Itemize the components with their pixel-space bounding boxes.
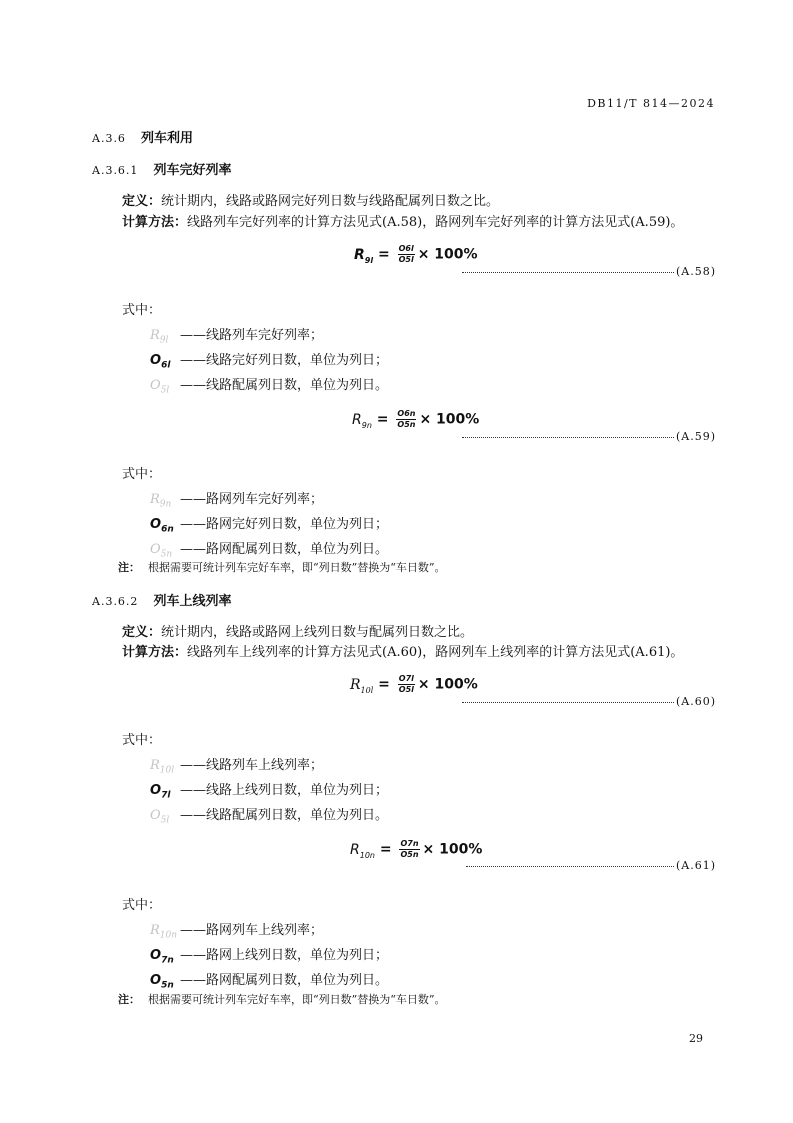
fraction: $\frac{O7n}{O5n}$ [400, 839, 419, 859]
section-title: 列车完好列率 [153, 163, 232, 178]
where-label: 式中： [122, 467, 162, 482]
fraction: $\frac{O6n}{O5n}$ [397, 409, 416, 429]
doc-code: DB11/T 814—2024 [587, 97, 715, 110]
page-number: 29 [689, 1032, 703, 1045]
calc-text: 线路列车完好列率的计算方法见式(A.58)，路网列车完好列率的计算方法见式(A.59)。 [187, 215, 684, 230]
where-item: $O_{5n}$ ——路网配属列日数，单位为列日。 [150, 973, 389, 991]
equation-number: (A.60) [676, 695, 717, 708]
where-item: $R_{10l}$ ——线路列车上线列率； [150, 758, 324, 776]
note [118, 559, 446, 575]
leader-dots [462, 272, 674, 273]
where-item: $O_{5l}$ ——线路配属列日数，单位为列日。 [150, 808, 389, 826]
where-item: $O_{7l}$ ——线路上线列日数，单位为列日； [150, 783, 389, 801]
where-item: $O_{6l}$ ——线路完好列日数，单位为列日； [150, 353, 389, 371]
definition-2 [122, 621, 473, 640]
calc-text: 线路列车上线列率的计算方法见式(A.60)，路网列车上线列率的计算方法见式(A.61)。 [187, 645, 684, 660]
note-text: 根据需要可统计列车完好车率，即“列日数”替换为“车日数”。 [148, 993, 446, 1006]
note-text: 根据需要可统计列车完好车率，即“列日数”替换为“车日数”。 [148, 561, 446, 574]
where-item: $O_{5n}$ ——路网配属列日数，单位为列日。 [150, 542, 389, 560]
equation-lhs: $R_{9n}$ [352, 411, 372, 430]
calc-label: 计算方法： [122, 215, 188, 230]
where-item: $O_{7n}$ ——路网上线列日数，单位为列日； [150, 948, 389, 966]
note-label: 注： [118, 561, 140, 574]
where-item: $O_{6n}$ ——路网完好列日数，单位为列日； [150, 517, 389, 535]
equation-lhs: $R_{10l}$ [350, 676, 374, 695]
section-number: A.3.6 [92, 132, 126, 145]
equation-a59: $R_{9n}$ = $\frac{O6n}{O5n}$ × 100% [352, 409, 480, 430]
section-title: 列车上线列率 [153, 594, 232, 609]
fraction: $\frac{O6l}{O5l}$ [398, 244, 414, 264]
equation-number: (A.58) [676, 265, 717, 278]
leader-dots [466, 866, 674, 867]
equation-a58: $R_{9l}$ = $\frac{O6l}{O5l}$ × 100% [354, 244, 478, 265]
fraction: $\frac{O7l}{O5l}$ [398, 674, 414, 694]
section-number: A.3.6.1 [92, 164, 139, 177]
where-label: 式中： [122, 733, 162, 748]
leader-dots [462, 702, 674, 703]
definition-text: 统计期内，线路或路网上线列日数与配属列日数之比。 [161, 625, 474, 640]
calc-method-1 [122, 211, 683, 230]
equation-number: (A.61) [676, 859, 717, 872]
calc-label: 计算方法： [122, 645, 188, 660]
section-number: A.3.6.2 [92, 595, 139, 608]
calc-method-2 [122, 641, 683, 660]
where-label: 式中： [122, 303, 162, 318]
equation-number: (A.59) [676, 430, 717, 443]
section-a361-heading [92, 159, 232, 178]
note-label: 注： [118, 993, 140, 1006]
where-label: 式中： [122, 898, 162, 913]
where-item: $R_{10n}$ ——路网列车上线列率； [150, 923, 324, 941]
leader-dots [462, 437, 674, 438]
note [118, 991, 446, 1007]
definition-label: 定义： [122, 194, 162, 209]
definition-text: 统计期内，线路或路网完好列日数与线路配属列日数之比。 [161, 194, 500, 209]
equation-lhs: $R_{9l}$ [354, 246, 374, 265]
definition-label: 定义： [122, 625, 162, 640]
section-a36-heading [92, 127, 193, 146]
definition-1 [122, 190, 499, 209]
section-a362-heading [92, 590, 232, 609]
section-title: 列车利用 [141, 131, 194, 146]
equation-a61: $R_{10n}$ = $\frac{O7n}{O5n}$ × 100% [350, 839, 483, 860]
where-item: $R_{9n}$ ——路网列车完好列率； [150, 492, 324, 510]
where-item: $O_{5l}$ ——线路配属列日数，单位为列日。 [150, 378, 389, 396]
equation-lhs: $R_{10n}$ [350, 841, 375, 860]
equation-a60: $R_{10l}$ = $\frac{O7l}{O5l}$ × 100% [350, 674, 478, 695]
where-item: $R_{9l}$ ——线路列车完好列率； [150, 328, 324, 346]
